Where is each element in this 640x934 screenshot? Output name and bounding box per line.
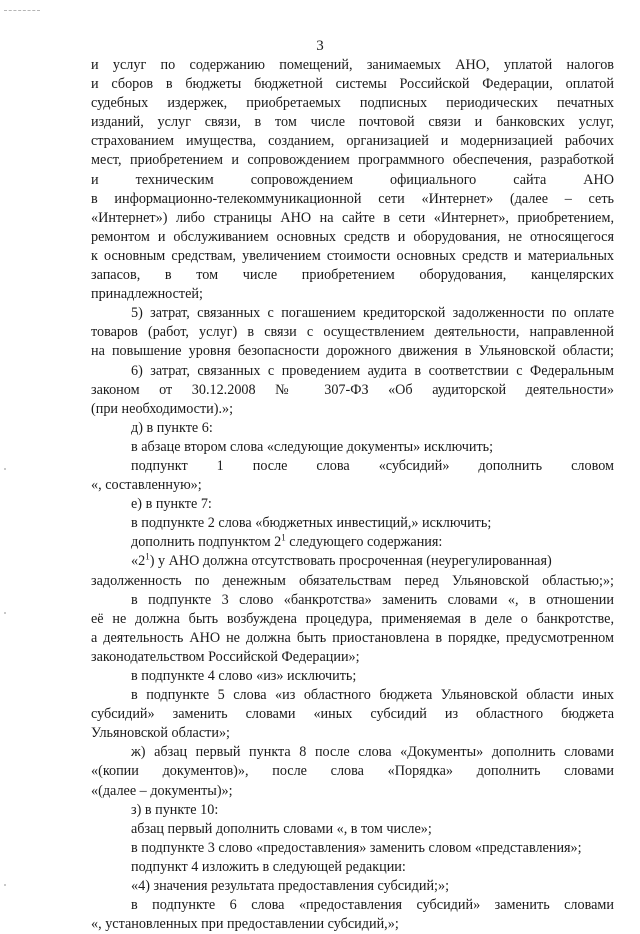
scan-dot bbox=[4, 612, 6, 614]
superscript: 1 bbox=[281, 533, 286, 543]
text-line: «Интернет») либо страницы АНО на сайте в сети «Интернет», приобретением, bbox=[91, 209, 614, 226]
text-segment: дополнить подпунктом 2 bbox=[131, 534, 282, 551]
text-line: товаров (работ, услуг) в связи с осуществлением деятельности, направленной bbox=[91, 324, 614, 341]
text-line: изданий, услуг связи, в том числе почтовой связи и банковских услуг, bbox=[91, 114, 614, 131]
text-line: запасов, в том числе приобретением оборудования, канцелярских bbox=[91, 267, 614, 284]
text-line: и техническим сопровождением официального сайта АНО bbox=[91, 171, 614, 188]
text-line: на повышение уровня безопасности дорожного движения в Ульяновской области; bbox=[91, 343, 614, 360]
text-line: в абзаце втором слова «следующие документы» исключить; bbox=[131, 438, 494, 455]
document-body bbox=[91, 56, 614, 934]
scan-corner-mark bbox=[4, 10, 40, 11]
text-line: а деятельность АНО не должна быть приостановлена в порядке, предусмотренном bbox=[91, 629, 614, 646]
text-line: «(копии документов)», после слова «Порядка» дополнить словами bbox=[91, 763, 614, 780]
text-line: в подпункте 5 слова «из областного бюджета Ульяновской области иных bbox=[131, 687, 614, 704]
text-line: и услуг по содержанию помещений, занимаемых АНО, уплатой налогов bbox=[91, 57, 614, 73]
text-line: 5) затрат, связанных с погашением кредиторской задолженности по оплате bbox=[131, 305, 614, 322]
text-line: абзац первый дополнить словами «, в том числе»; bbox=[131, 820, 432, 837]
text-line: з) в пункте 10: bbox=[131, 801, 219, 818]
page-number: 3 bbox=[316, 38, 324, 54]
text-segment: следующего содержания: bbox=[285, 534, 443, 551]
text-line: в информационно-телекоммуникационной сети «Интернет» (далее – сеть bbox=[91, 190, 614, 207]
text-line: страхованием имущества, созданием, организацией и модернизацией рабочих bbox=[91, 133, 614, 150]
text-line: в подпункте 2 слова «бюджетных инвестиций,» исключить; bbox=[131, 515, 492, 532]
text-line: в подпункте 6 слова «предоставления субсидий» заменить словами bbox=[131, 897, 614, 914]
text-line: «, составленную»; bbox=[91, 477, 202, 494]
scan-dot bbox=[4, 884, 6, 886]
text-line: ремонтом и обслуживанием основных средств и оборудования, не относящегося bbox=[91, 228, 614, 245]
text-line: ж) абзац первый пункта 8 после слова «Документы» дополнить словами bbox=[131, 744, 614, 761]
text-line: «, установленных при предоставлении субсидий,»; bbox=[91, 916, 399, 933]
text-line: к основным средствам, увеличением стоимости основных средств и материальных bbox=[91, 247, 614, 264]
text-line: д) в пункте 6: bbox=[131, 419, 213, 436]
scan-dot bbox=[4, 468, 6, 470]
text-line: законодательством Российской Федерации»; bbox=[91, 648, 360, 665]
text-line: субсидий» заменить словами «иных субсидий из областного бюджета bbox=[91, 706, 614, 723]
text-segment: ) у АНО должна отсутствовать просроченная (неурегулированная) bbox=[149, 553, 552, 570]
text-line: задолженность по денежным обязательствам перед Ульяновской областью;»; bbox=[91, 572, 614, 589]
text-line: «4) значения результата предоставления субсидий;»; bbox=[131, 878, 450, 895]
superscript: 1 bbox=[145, 552, 150, 562]
text-line: принадлежностей; bbox=[91, 286, 203, 303]
text-line: судебных издержек, приобретаемых подписных периодических печатных bbox=[91, 95, 614, 112]
text-line: мест, приобретением и сопровождением программного обеспечения, разработкой bbox=[91, 152, 614, 169]
text-line: в подпункте 3 слово «предоставления» заменить словом «представления»; bbox=[131, 839, 582, 856]
text-line: Ульяновской области»; bbox=[91, 725, 230, 742]
text-line bbox=[91, 533, 614, 552]
text-line: её не должна быть возбуждена процедура, применяемая в деле о банкротстве, bbox=[91, 610, 614, 627]
text-line bbox=[91, 552, 614, 571]
text-line: и сборов в бюджеты бюджетной системы Российской Федерации, оплатой bbox=[91, 76, 614, 93]
text-line: подпункт 4 изложить в следующей редакции: bbox=[131, 858, 406, 875]
text-line: в подпункте 3 слово «банкротства» заменить словами «, в отношении bbox=[131, 591, 614, 608]
text-line: е) в пункте 7: bbox=[131, 496, 212, 513]
text-line: в подпункте 4 слово «из» исключить; bbox=[131, 668, 357, 684]
text-segment: «2 bbox=[131, 553, 146, 570]
text-line: подпункт 1 после слова «субсидий» дополнить словом bbox=[131, 457, 614, 474]
text-line: 6) затрат, связанных с проведением аудита в соответствии с Федеральным bbox=[131, 362, 614, 379]
text-line: (при необходимости).»; bbox=[91, 400, 234, 417]
text-line: законом от 30.12.2008 № 307-ФЗ «Об аудиторской деятельности» bbox=[91, 381, 614, 398]
text-line: «(далее – документы)»; bbox=[91, 782, 233, 799]
